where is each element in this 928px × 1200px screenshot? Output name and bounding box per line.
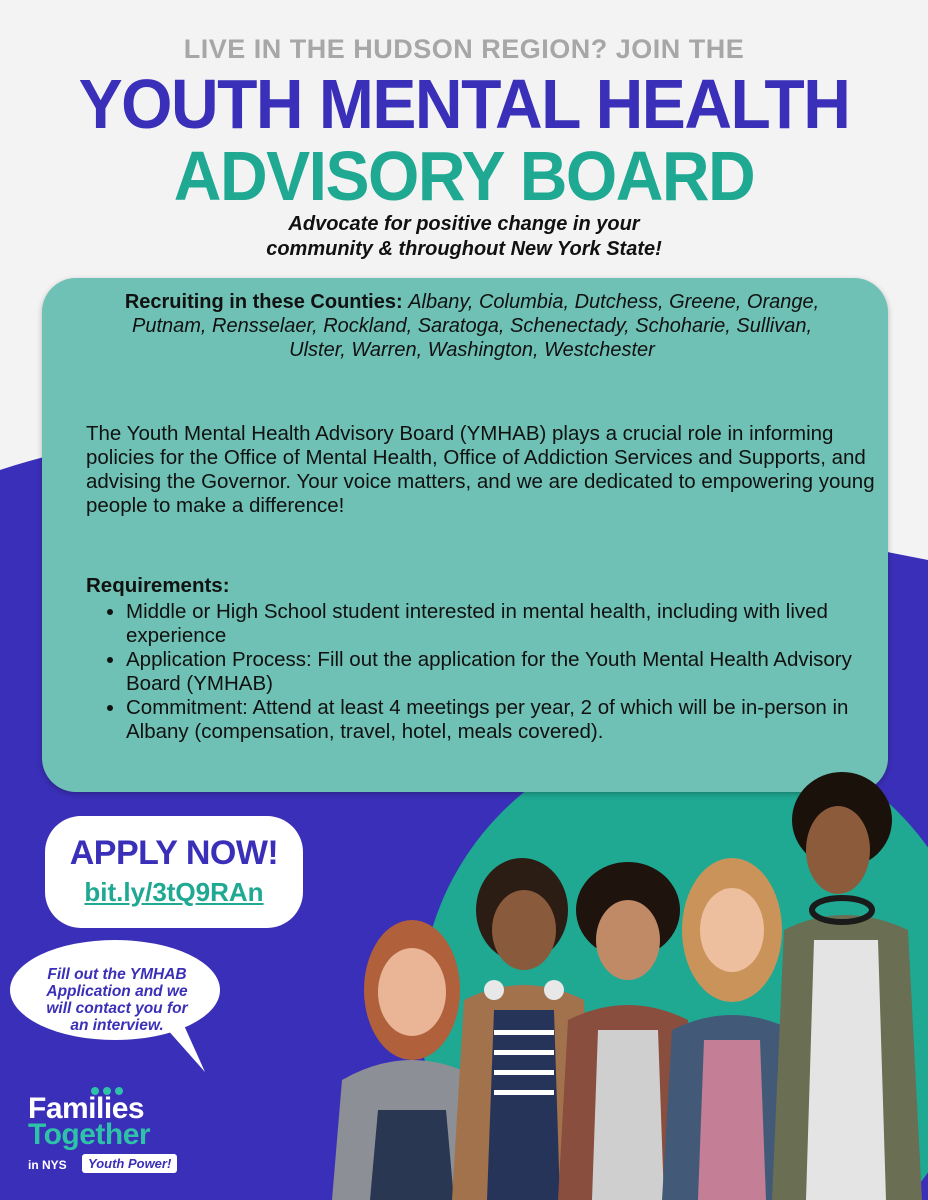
requirement-item: • Commitment: Attend at least 4 meetings per year, 2 of which will be in-person in Albany (compensation, travel, hotel, meals covered).	[126, 696, 876, 744]
description: The Youth Mental Health Advisory Board (YMHAB) plays a crucial role in informing policies for the Office of Mental Health, Office of Addiction Services and Supports, and advising the Governor. Your voice matters, and we are dedicated to empowering young people to make a difference!	[86, 422, 875, 517]
logo-families: Families	[28, 1092, 145, 1125]
requirements-list	[86, 600, 876, 744]
bubble-line-3: will contact you for	[46, 1000, 188, 1017]
bubble-line-2: Application and we	[46, 983, 188, 1000]
families-together-logo	[28, 1092, 208, 1182]
requirements-heading: Requirements:	[86, 574, 230, 597]
counties-list: Albany, Columbia, Dutchess, Greene, Orange, Putnam, Rensselaer, Rockland, Saratoga, Schenectady, Schoharie, Sullivan, Ulster, Warren, Washington, Westchester	[131, 291, 820, 361]
requirement-item: • Middle or High School student interested in mental health, including with lived experience	[126, 600, 876, 648]
logo-youth-power-badge: Youth Power!	[82, 1154, 177, 1173]
apply-link[interactable]: bit.ly/3tQ9RAn	[84, 877, 264, 907]
speech-bubble-text	[24, 966, 210, 1034]
requirement-item: • Application Process: Fill out the application for the Youth Mental Health Advisory Board (YMHAB)	[126, 648, 876, 696]
logo-in-nys: in NYS	[28, 1158, 67, 1172]
apply-title: APPLY NOW!	[69, 834, 279, 872]
bubble-line-4: an interview.	[70, 1017, 164, 1034]
eyebrow-text: LIVE IN THE HUDSON REGION? JOIN THE	[183, 34, 745, 64]
tagline	[0, 212, 928, 262]
counties-text	[112, 290, 832, 362]
group-of-teens-photo	[232, 760, 928, 1200]
info-panel	[42, 278, 888, 792]
teen-figure-5	[772, 772, 922, 1200]
tagline-line-2: community & throughout New York State!	[266, 238, 662, 260]
title-line-2: ADVISORY BOARD	[173, 137, 755, 215]
tagline-line-1: Advocate for positive change in your	[288, 213, 640, 235]
bubble-line-1: Fill out the YMHAB	[47, 966, 187, 983]
title-line-1: YOUTH MENTAL HEALTH	[78, 65, 850, 143]
counties-label: Recruiting in these Counties:	[124, 291, 403, 313]
logo-together: Together	[28, 1118, 151, 1151]
